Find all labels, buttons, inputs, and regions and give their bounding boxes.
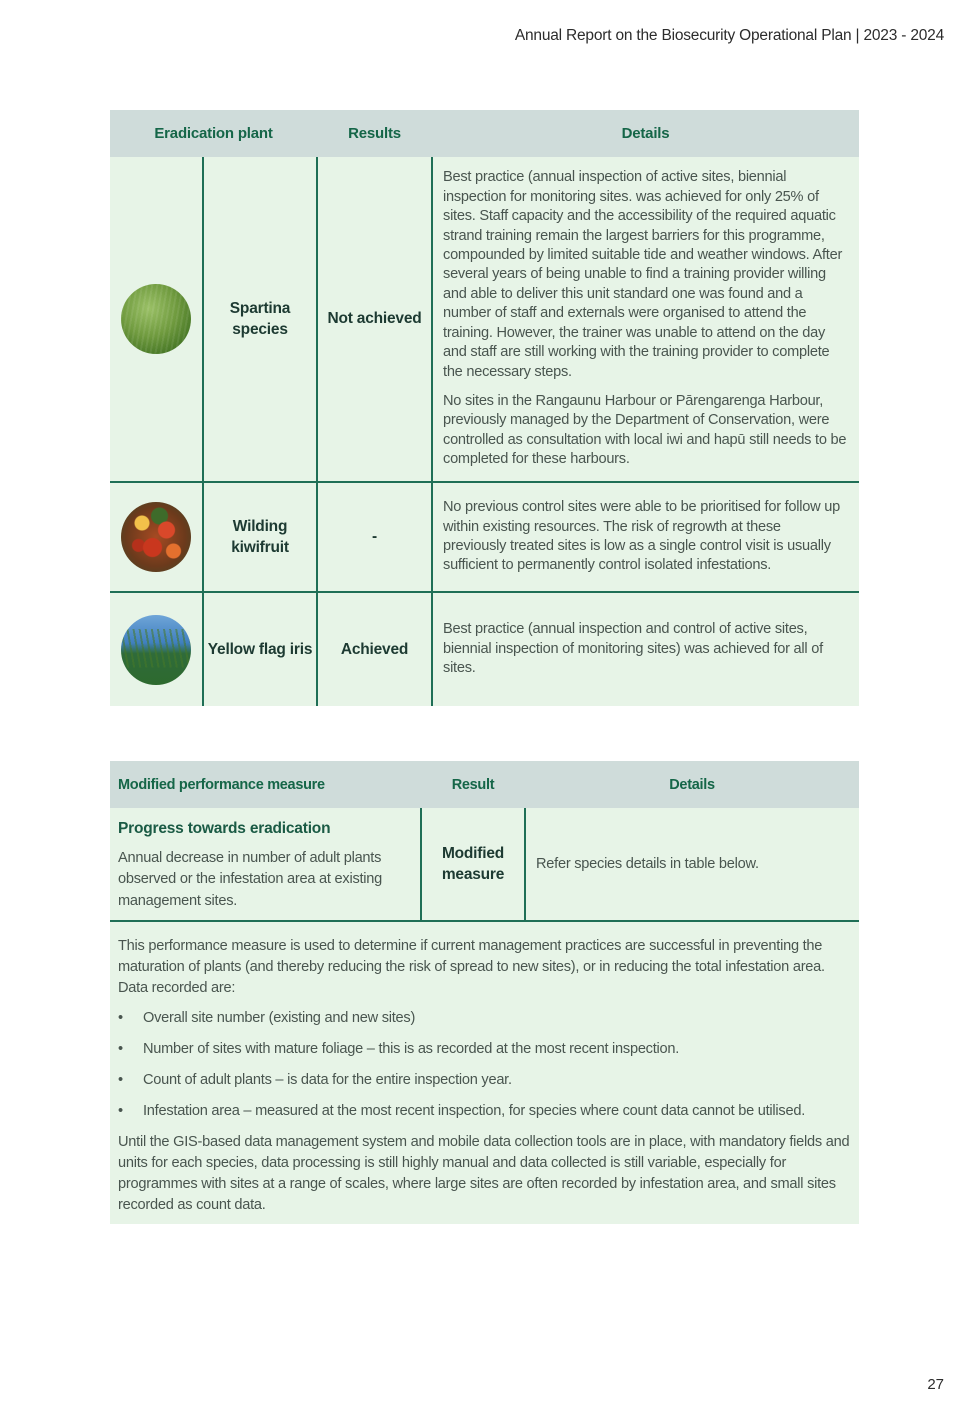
details-text <box>432 157 859 482</box>
running-header: Annual Report on the Biosecurity Operational Plan | 2023 - 2024 <box>514 27 944 44</box>
plant-name: Wilding kiwifruit <box>203 482 317 592</box>
notes-intro: This performance measure is used to determine if current management practices are successful in preventing the maturation of plants (and thereby reducing the risk of spread to new sites), or in reducing the total infestation area. Data recorded are: <box>118 938 825 996</box>
list-item-text: Count of adult plants – is data for the entire inspection year. <box>143 1072 512 1088</box>
table-row <box>110 592 859 706</box>
plant-name: Spartina species <box>203 157 317 482</box>
list-item <box>118 1070 851 1091</box>
list-item-text: Number of sites with mature foliage – this is as recorded at the most recent inspection. <box>143 1041 680 1057</box>
plant-image-cell <box>110 592 203 706</box>
result-status: - <box>317 482 432 592</box>
column-header-result: Result <box>421 761 525 808</box>
measure-notes <box>110 921 859 1224</box>
list-item <box>118 1101 851 1122</box>
modified-performance-measure-table <box>110 761 859 1224</box>
result-status: Not achieved <box>317 157 432 482</box>
measure-cell <box>110 808 421 921</box>
measure-description: Annual decrease in number of adult plants observed or the infestation area at existing management sites. <box>118 849 383 909</box>
column-header-details: Details <box>525 761 859 808</box>
bullet-icon: • <box>118 1072 123 1088</box>
result-status: Achieved <box>317 592 432 706</box>
table-header-row <box>110 110 859 157</box>
notes-closing: Until the GIS-based data management system and mobile data collection tools are in place, with mandatory fields and units for each species, data processing is still highly manual and data collected is still variable, especially for programmes with sites at a range of scales, where large sites are often recorded by infestation area, and small sites recorded as count data. <box>118 1134 850 1213</box>
details-paragraph: Best practice (annual inspection of active sites, biennial inspection for monitoring sites. was achieved for only 25% of sites. Staff capacity and the accessibility of the required aquatic strand training remain the largest barriers for this programme, compounded by limited suitable tide and weather windows. After several years of being unable to find a training provider willing and able to deliver this unit standard one was found and a number of staff and externals were organised to attend the training. However, the trainer was unable to attend on the day and staff are still working with the training provider to complete the necessary steps. <box>443 169 843 380</box>
list-item <box>118 1008 851 1029</box>
details-text <box>432 592 859 706</box>
result-status: Modified measure <box>421 808 525 921</box>
measure-title: Progress towards eradication <box>118 819 331 837</box>
spartina-grass-photo <box>121 284 191 354</box>
bullet-icon: • <box>118 1103 123 1119</box>
yellow-flag-iris-photo <box>121 615 191 685</box>
plant-image-cell <box>110 157 203 482</box>
kiwifruit-photo <box>121 502 191 572</box>
list-item-text: Overall site number (existing and new sites) <box>143 1010 416 1026</box>
column-header-details: Details <box>432 110 859 157</box>
details-text: Refer species details in table below. <box>525 808 859 921</box>
column-header-plant: Eradication plant <box>110 110 317 157</box>
page-number: 27 <box>927 1376 944 1393</box>
column-header-results: Results <box>317 110 432 157</box>
plant-name: Yellow flag iris <box>203 592 317 706</box>
table-header-row <box>110 761 859 808</box>
list-item-text: Infestation area – measured at the most recent inspection, for species where count data cannot be utilised. <box>143 1103 805 1119</box>
details-paragraph: Best practice (annual inspection and control of active sites, biennial inspection of monitoring sites) was achieved for all of sites. <box>443 621 823 677</box>
table-row <box>110 482 859 592</box>
table-row <box>110 921 859 1224</box>
details-paragraph: No previous control sites were able to be prioritised for follow up within existing resources. The risk of regrowth at these previously treated sites is low as a single control visit is usually sufficient to permanently control isolated infestations. <box>443 499 840 574</box>
eradication-plant-table <box>110 110 859 706</box>
column-header-measure: Modified performance measure <box>110 761 421 808</box>
plant-image-cell <box>110 482 203 592</box>
bullet-icon: • <box>118 1010 123 1026</box>
details-paragraph: No sites in the Rangaunu Harbour or Pārengarenga Harbour, previously managed by the Department of Conservation, were controlled as consultation with local iwi and hapū still needs to be completed for these harbours. <box>443 392 847 468</box>
list-item <box>118 1039 851 1060</box>
details-text <box>432 482 859 592</box>
bullet-icon: • <box>118 1041 123 1057</box>
data-recorded-list <box>118 1008 851 1122</box>
table-row <box>110 808 859 921</box>
table-row <box>110 157 859 482</box>
